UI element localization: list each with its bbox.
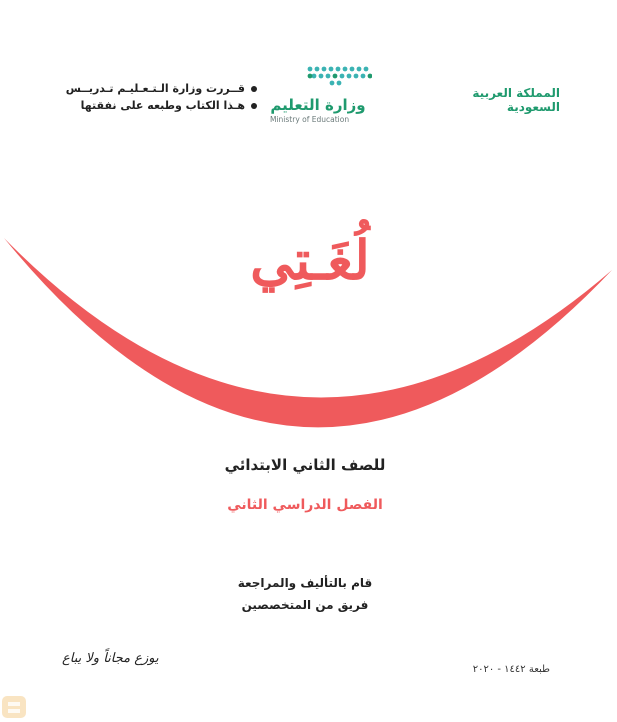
kingdom-name: المملكة العربية السعودية bbox=[472, 86, 560, 114]
ministry-logo bbox=[262, 60, 372, 126]
bullet-icon bbox=[251, 103, 257, 109]
ministry-name-english: Ministry of Education bbox=[270, 115, 350, 124]
watermark-logo-icon bbox=[0, 690, 30, 722]
free-distribution-note: يوزع مجاناً ولا يباع bbox=[62, 651, 159, 666]
approval-line: هـذا الكتاب وطبعه على نفقتها bbox=[60, 97, 265, 114]
ministry-dots-icon bbox=[262, 60, 372, 94]
bullet-icon bbox=[251, 86, 257, 92]
credits-line-2: فريق من المتخصصين bbox=[241, 598, 369, 612]
credits-line-1: قام بالتأليف والمراجعة bbox=[237, 576, 373, 590]
edition-label: طبعة ١٤٤٢ - ٢٠٢٠ bbox=[472, 664, 550, 675]
grade-level: للصف الثاني الابتدائي bbox=[224, 456, 386, 474]
approval-line: قــررت وزارة الـتـعـليـم تـدريــس bbox=[60, 80, 265, 97]
book-title: لُغَـتِي bbox=[250, 228, 370, 292]
authors-credit bbox=[220, 572, 390, 616]
semester-label: الفصل الدراسي الثاني bbox=[227, 497, 383, 513]
approval-statement bbox=[60, 80, 265, 114]
ministry-name-arabic: وزارة التعليم bbox=[270, 96, 366, 114]
